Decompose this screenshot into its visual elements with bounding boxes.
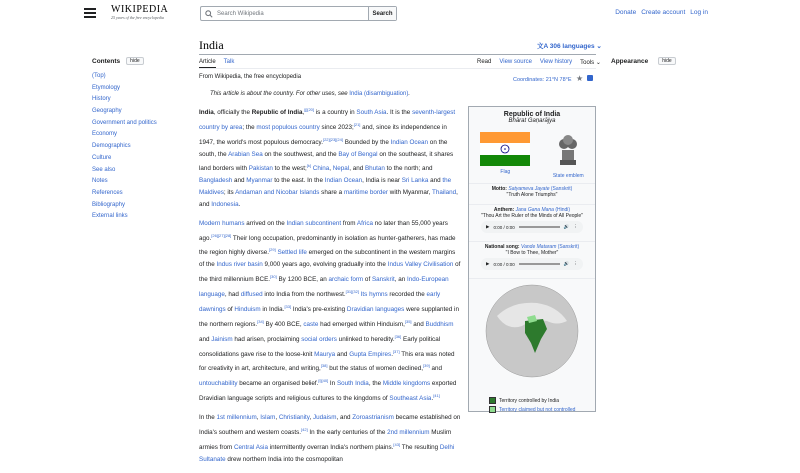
article-link[interactable]: Pakistan — [248, 165, 273, 173]
article-link[interactable]: 2nd millennium — [387, 429, 430, 437]
article-link[interactable]: caste — [303, 320, 319, 328]
citation-ref[interactable]: [l][40] — [318, 378, 329, 384]
locator-map[interactable] — [469, 278, 595, 385]
infobox — [468, 106, 596, 412]
main-menu-icon[interactable] — [84, 8, 96, 18]
article-link[interactable]: Arabian Sea — [228, 150, 263, 158]
tab-view-source[interactable]: View source — [499, 59, 532, 65]
translate-icon: 文A — [537, 43, 548, 50]
article-link[interactable]: Central Asia — [234, 443, 268, 451]
article-link[interactable]: Modern humans — [199, 219, 245, 227]
citation-ref[interactable]: [41] — [433, 393, 440, 399]
article-link[interactable]: Middle kingdoms — [382, 380, 431, 388]
citation-ref[interactable]: [31][32] — [345, 289, 359, 295]
citation-ref[interactable]: [36] — [394, 333, 402, 339]
lock-icon — [587, 75, 593, 81]
toc-item-demographics[interactable]: Demographics — [92, 143, 131, 150]
toc-heading: Contents — [92, 57, 121, 65]
more-options-icon[interactable]: ⋮ — [573, 224, 578, 229]
intro-paragraph-1: India, officially the Republic of India,[j][20] is a country in South Asia. It is the seventh-largest country by area; the most populous country since 2023;[21] and, since its independence in 1947, the world's most populous democracy.[22][23][24] Bounded by the Indian Ocean on the south, the Arabian Sea on the southwest, and the Bay of Bengal on the southeast, it shares land borders with Pakistan to the west;[k] China, Nepal, and Bhutan to the north; and Bangladesh and Myanmar to the east. In the Indian Ocean, India is near Sri Lanka and the Maldives; its Andaman and Nicobar Islands share a maritime border with Myanmar, Thailand, and Indonesia. — [199, 107, 458, 208]
article-link[interactable]: Settled life — [277, 249, 307, 257]
article-link[interactable]: archaic form — [328, 276, 364, 284]
citation-ref[interactable]: [34] — [257, 318, 264, 324]
tabs-divider — [199, 68, 596, 69]
tab-view-history[interactable]: View history — [539, 59, 573, 65]
toc-item-etymology[interactable]: Etymology — [92, 84, 121, 91]
article-link[interactable]: Indonesia — [211, 200, 239, 208]
tab-read[interactable]: Read — [477, 59, 492, 65]
search-icon — [205, 10, 213, 18]
article-link[interactable]: Christianity — [278, 414, 310, 422]
emblem-block — [553, 132, 584, 179]
toc-item-see-also[interactable]: See also — [92, 166, 116, 173]
article-link[interactable]: Dravidian languages — [346, 306, 405, 313]
wikipedia-logo[interactable] — [111, 4, 173, 22]
audio-seek-bar[interactable] — [519, 263, 560, 265]
article-link[interactable]: Gupta Empires — [349, 350, 392, 358]
toc-item-top[interactable]: (Top) — [92, 73, 106, 79]
toc-item-geography[interactable]: Geography — [92, 108, 122, 115]
article-link[interactable]: Nepal — [332, 165, 350, 173]
article-link[interactable]: Myanmar — [246, 177, 273, 185]
tab-article[interactable]: Article — [199, 59, 216, 68]
article-link[interactable]: seventh-largest country by area — [199, 109, 456, 131]
tab-talk[interactable]: Talk — [223, 59, 235, 65]
article-link[interactable]: social orders — [301, 335, 337, 343]
citation-ref[interactable]: [k] — [306, 163, 312, 169]
article-link[interactable]: Bay of Bengal — [338, 150, 378, 158]
chevron-down-icon: ⌄ — [595, 60, 601, 66]
article-link[interactable]: Buddhism — [425, 320, 454, 328]
toc-item-bibliography[interactable]: Bibliography — [92, 201, 126, 208]
article-link[interactable]: Africa — [356, 219, 374, 227]
article-body — [199, 104, 461, 473]
article-link[interactable]: Bangladesh — [199, 177, 233, 185]
article-link[interactable]: Zoroastrianism — [352, 414, 394, 422]
state-emblem-icon[interactable] — [554, 132, 582, 168]
disambiguation-link[interactable]: India (disambiguation) — [349, 91, 409, 97]
legend-claimed: Territory claimed but not controlled — [489, 406, 575, 413]
toc-hide-button[interactable]: hide — [126, 57, 143, 65]
toc-item-economy[interactable]: Economy — [92, 131, 118, 138]
toc-item-government[interactable]: Government and politics — [92, 119, 157, 126]
ashoka-chakra-icon — [500, 144, 510, 154]
citation-ref[interactable]: [42] — [301, 426, 308, 432]
hatnote: This article is about the country. For other uses, see India (disambiguation). — [210, 91, 411, 97]
volume-icon[interactable]: 🔊 — [563, 224, 570, 229]
article-link[interactable]: Jainism — [211, 335, 233, 343]
more-options-icon[interactable]: ⋮ — [573, 261, 578, 266]
article-link[interactable]: Indus Valley Civilisation — [387, 261, 454, 269]
intro-paragraph-3: In the 1st millennium, Islam, Christianity, Judaism, and Zoroastrianism became established on India's southern and western coasts.[42] In the early centuries of the 2nd millennium Muslim armies from Central Asia intermittently overran India's northern plains.[43] The resulting Delhi Sultanate drew northern India into the cosmopolitan — [199, 414, 461, 463]
article-link[interactable]: Hinduism — [234, 306, 261, 313]
toc-item-notes[interactable]: Notes — [92, 178, 108, 185]
article-link[interactable]: Indus river basin — [216, 261, 263, 269]
search-button[interactable]: Search — [368, 7, 396, 20]
citation-ref[interactable]: [33] — [284, 303, 292, 309]
appearance-heading: Appearance — [611, 57, 649, 65]
title-divider — [199, 54, 596, 55]
toc-item-external-links[interactable]: External links — [92, 213, 128, 220]
article-link[interactable]: South Asia — [356, 109, 387, 117]
emblem-caption[interactable]: State emblem — [552, 173, 584, 179]
citation-ref[interactable]: [21] — [353, 121, 361, 127]
article-link[interactable]: Bhutan — [364, 165, 385, 173]
article-link[interactable]: Delhi Sultanate — [199, 443, 455, 463]
song-audio-player[interactable]: ▶ 0:00 / 0:00 🔊 ⋮ — [481, 258, 583, 270]
article-link[interactable]: Indian Ocean — [390, 138, 429, 146]
citation-ref[interactable]: [30] — [270, 274, 277, 280]
site-subtitle: From Wikipedia, the free encyclopedia — [199, 74, 302, 80]
legend-controlled: Territory controlled by India — [489, 397, 575, 404]
article-link[interactable]: Andaman and Nicobar Islands — [235, 189, 320, 197]
appearance-panel — [611, 57, 676, 65]
toc-item-references[interactable]: References — [92, 189, 123, 196]
citation-ref[interactable]: [22][23][24] — [322, 136, 343, 142]
article-link[interactable]: Indian subcontinent — [286, 219, 342, 227]
appearance-hide-button[interactable]: hide — [658, 57, 675, 65]
search-box[interactable] — [200, 6, 397, 21]
article-link[interactable]: untouchability — [199, 380, 238, 388]
infobox-name: Republic of India — [503, 111, 561, 118]
logo-wordmark: WIKIPEDIA — [111, 4, 169, 15]
article-link[interactable]: Judaism — [313, 414, 337, 422]
search-input[interactable]: Search Wikipedia — [201, 7, 368, 20]
national-song-row: National song: Vande Mataram (Sanskrit) "I Bow to Thee, Mother" ▶ 0:00 / 0:00 🔊 ⋮ — [469, 241, 595, 274]
article-link[interactable]: Its hymns — [360, 291, 388, 299]
article-link[interactable]: 1st millennium — [216, 414, 257, 422]
audio-seek-bar[interactable] — [519, 226, 560, 228]
article-link[interactable]: diffused — [240, 291, 263, 299]
citation-ref[interactable]: [26][27][28] — [211, 232, 232, 238]
flag-image[interactable] — [480, 132, 530, 166]
article-link[interactable]: Sri Lanka — [401, 177, 429, 185]
citation-ref[interactable]: [35] — [404, 318, 412, 324]
tools-menu[interactable]: Tools ⌄ — [580, 60, 601, 66]
citation-ref[interactable]: [38] — [320, 363, 328, 369]
motto-row: Motto: Satyameva Jayate (Sanskrit) "Truth Alone Triumphs" — [469, 183, 595, 200]
map-legend — [489, 397, 575, 413]
article-link[interactable]: Islam — [260, 414, 276, 422]
view-tabs — [477, 59, 601, 66]
article-link[interactable]: the Maldives — [199, 177, 452, 197]
citation-ref[interactable]: [37] — [392, 348, 400, 354]
toc-item-culture[interactable]: Culture — [92, 154, 112, 161]
article-link[interactable]: Thailand — [432, 189, 457, 197]
login-link[interactable]: Log in — [690, 9, 708, 16]
table-of-contents — [92, 57, 157, 223]
infobox-native-name: Bhārat Gaṇarājya — [508, 118, 556, 124]
citation-ref[interactable]: [39] — [423, 363, 430, 369]
article-link[interactable]: Indian Ocean — [324, 177, 363, 185]
citation-ref[interactable]: [29] — [269, 247, 276, 253]
intro-paragraph-2: Modern humans arrived on the Indian subcontinent from Africa no later than 55,000 years ago.[26][27][28] Their long occupation, predominantly in isolation as hunter-gatherers, has made the region highly diverse.[29] Settled life emerged on the subcontinent in the western margins of the Indus river basin 9,000 years ago, evolving gradually into the Indus Valley Civilisation of the third millennium BCE.[30] By 1200 BCE, an archaic form of Sanskrit, an Indo-European language, had diffused into India from the northwest.[31][32] Its hymns recorded the early dawnings of Hinduism in India.[33] India's pre-existing Dravidian languages were supplanted in the northern regions.[34] By 400 BCE, caste had emerged within Hinduism,[35] and Buddhism and Jainism had arisen, proclaiming social orders unlinked to heredity.[36] Early political consolidations gave rise to the loose-knit Maurya and Gupta Empires.[37] This era was noted for creativity in art, architecture, and writing,[38] but the status of women declined,[39] and untouchability became an organised belief.[l][40] In South India, the Middle kingdoms exported Dravidian language scripts and religious cultures to the kingdoms of Southeast Asia.[41] — [199, 219, 461, 403]
create-account-link[interactable]: Create account — [641, 9, 686, 16]
coordinates — [513, 74, 593, 83]
article-link[interactable]: China — [312, 165, 330, 173]
coordinates-link[interactable]: Coordinates: 21°N 78°E — [513, 77, 572, 83]
article-link[interactable]: maritime border — [343, 189, 389, 197]
language-selector[interactable]: 文A 306 languages ⌄ — [537, 43, 602, 50]
star-icon[interactable]: ★ — [576, 74, 584, 83]
article-link[interactable]: most populous country — [256, 123, 320, 131]
chevron-down-icon: ⌄ — [596, 43, 602, 50]
play-icon[interactable]: ▶ — [486, 224, 490, 229]
citation-ref[interactable]: [43] — [393, 441, 401, 447]
article-link[interactable]: Sanskrit — [371, 276, 395, 284]
volume-icon[interactable]: 🔊 — [563, 261, 570, 266]
flag-block — [480, 132, 530, 179]
article-link[interactable]: early dawnings — [199, 291, 441, 313]
toc-item-history[interactable]: History — [92, 96, 111, 103]
play-icon[interactable]: ▶ — [486, 261, 490, 266]
namespace-tabs — [199, 59, 234, 68]
article-link[interactable]: Maurya — [314, 350, 336, 358]
article-link[interactable]: Indo-European language — [199, 276, 449, 299]
citation-ref[interactable]: [j][20] — [304, 107, 315, 112]
anthem-audio-player[interactable]: ▶ 0:00 / 0:00 🔊 ⋮ — [481, 221, 583, 233]
anthem-row: Anthem: Jana Gana Mana (Hindi) "Thou Art the Ruler of the Minds of All People" ▶ 0:00 / 0:00 🔊 ⋮ — [469, 204, 595, 237]
article-link[interactable]: South India — [336, 380, 369, 388]
article-link[interactable]: Southeast Asia — [389, 395, 432, 403]
flag-caption[interactable]: Flag — [500, 169, 511, 175]
globe-map-icon — [477, 281, 587, 381]
personal-tools — [615, 9, 708, 16]
logo-tagline: 25 years of the free encyclopedia — [111, 15, 164, 20]
page-title: India — [199, 38, 224, 52]
donate-link[interactable]: Donate — [615, 9, 637, 16]
